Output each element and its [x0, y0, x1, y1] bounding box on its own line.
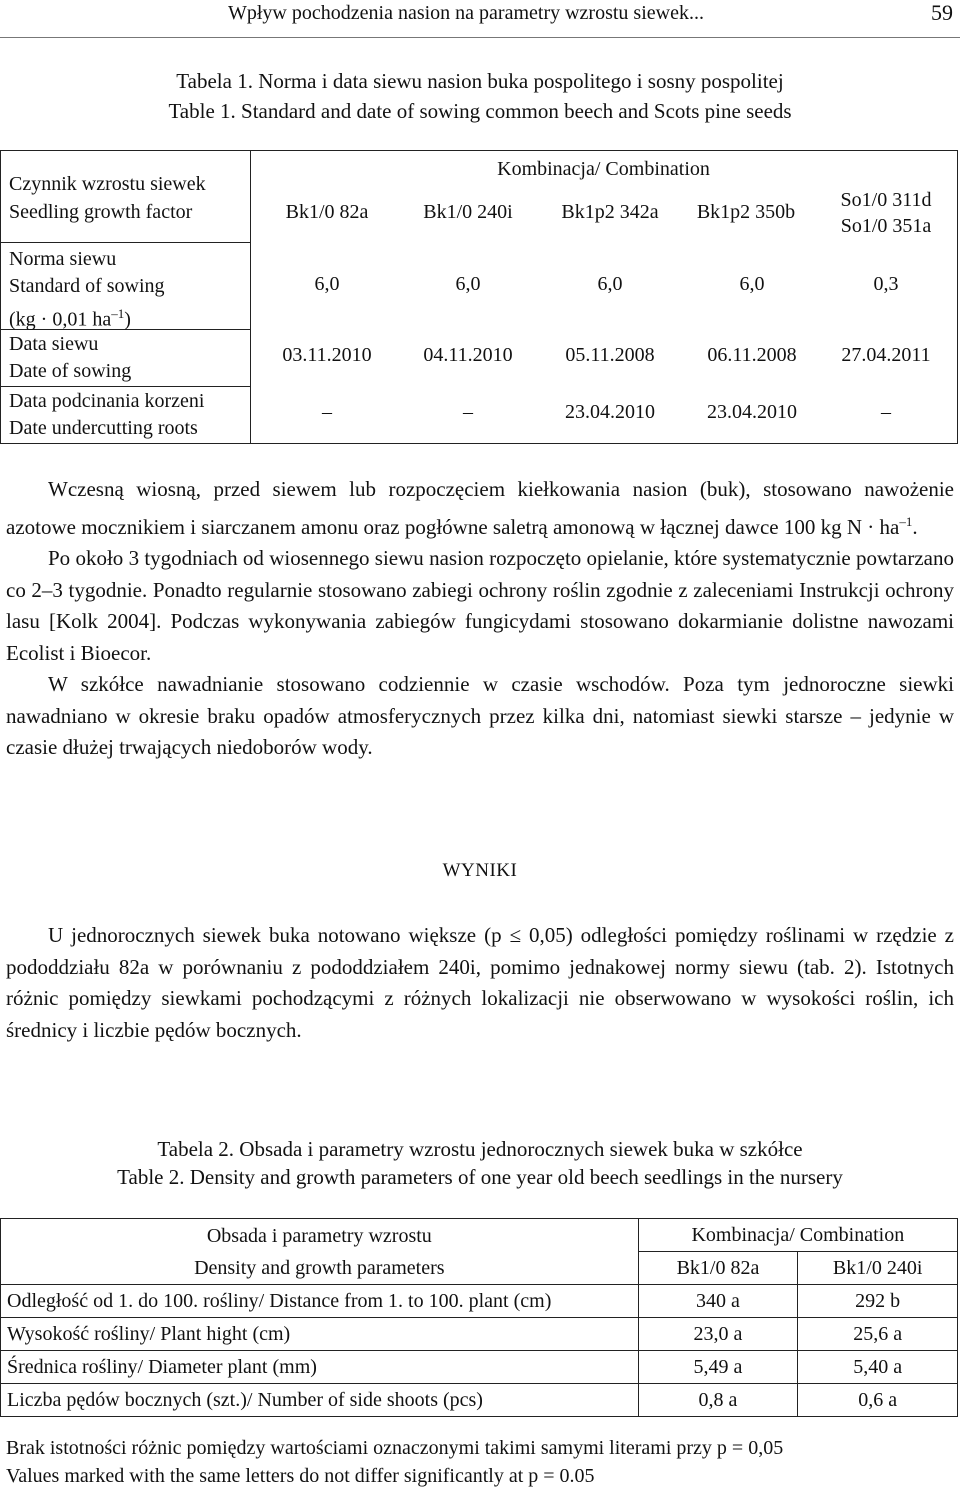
- table2-note-pl: Brak istotności różnic pomiędzy wartościami oznaczonymi takimi samymi literami przy p = 0,05: [6, 1437, 784, 1459]
- row-label-en: Standard of sowing: [9, 275, 165, 297]
- cell-value: 6,0: [455, 273, 481, 295]
- row-unit: (kg · 0,01 $ha^{-1}$): [9, 306, 131, 331]
- results-text: [6, 920, 954, 1046]
- table1-rule: [1, 242, 250, 243]
- column-header: Bk1/0 82a: [638, 1252, 798, 1285]
- running-header-title: Wpływ pochodzenia nasion na parametry wzrostu siewek...: [228, 2, 704, 24]
- cell-value: 5,49 a: [638, 1351, 798, 1384]
- cell-value: 6,0: [597, 273, 623, 295]
- cell-value: –: [322, 401, 332, 423]
- cell-value: 340 a: [638, 1285, 798, 1318]
- cell-value: 23.04.2010: [565, 401, 655, 423]
- table2-note-en: Values marked with the same letters do not differ significantly at p = 0.05: [6, 1465, 595, 1487]
- column-header: Bk1/0 82a: [285, 201, 369, 223]
- cell-value: 23,0 a: [638, 1318, 798, 1351]
- cell-value: 04.11.2010: [423, 344, 513, 366]
- cell-value: 0,8 a: [638, 1384, 798, 1417]
- column-header: So1/0 351a: [840, 215, 932, 237]
- table1-rule: [1, 386, 250, 387]
- paragraph: Wczesną wiosną, przed siewem lub rozpoczęciem kiełkowania nasion (buk), stosowano nawożenie azotowe mocznikiem i siarczanem amonu oraz pogłówne saletrą amonową w łącznej dawce 100 kg $N \cdot ha^{-1}$.: [6, 477, 954, 539]
- combination-header: Kombinacja/ Combination: [497, 158, 710, 180]
- row-label-pl: Norma siewu: [9, 248, 117, 270]
- cell-value: 5,40 a: [798, 1351, 958, 1384]
- table-row: [1, 1384, 958, 1417]
- row-label: Liczba pędów bocznych (szt.)/ Number of side shoots (pcs): [1, 1384, 639, 1417]
- table2: [0, 1218, 958, 1417]
- table-row: [1, 1351, 958, 1384]
- table-row: [1, 1285, 958, 1318]
- table1-divider: [250, 151, 251, 443]
- table2-caption-en: Table 2. Density and growth parameters of one year old beech seedlings in the nursery: [117, 1165, 843, 1189]
- body-text: [6, 474, 954, 764]
- combination-header: Kombinacja/ Combination: [638, 1219, 957, 1252]
- cell-value: 0,3: [873, 273, 899, 295]
- row-label-en: Date undercutting roots: [9, 417, 198, 439]
- cell-value: 25,6 a: [798, 1318, 958, 1351]
- table2-caption-pl: Tabela 2. Obsada i parametry wzrostu jednorocznych siewek buka w szkółce: [157, 1137, 803, 1161]
- table-row: [1, 1318, 958, 1351]
- row-label: Odległość od 1. do 100. rośliny/ Distance from 1. to 100. plant (cm): [1, 1285, 639, 1318]
- header-en: Density and growth parameters: [194, 1256, 445, 1279]
- table1-caption-en: Table 1. Standard and date of sowing common beech and Scots pine seeds: [168, 99, 792, 123]
- row-label-pl: Data podcinania korzeni: [9, 390, 205, 412]
- table1: [0, 150, 958, 444]
- page-number: 59: [931, 0, 953, 25]
- paragraph: W szkółce nawadnianie stosowano codziennie w czasie wschodów. Poza tym jednoroczne siewki nawadniano w okresie braku opadów atmosferycznych przez kilka dni, natomiast siewki starsze – jedynie w czasie dłużej trwających niedoborów wody.: [6, 672, 954, 759]
- cell-value: 23.04.2010: [707, 401, 797, 423]
- cell-value: 6,0: [739, 273, 765, 295]
- paragraph: Po około 3 tygodniach od wiosennego siewu nasion rozpoczęto opielanie, które systematycznie powtarzano co 2–3 tygodnie. Ponadto regularnie stosowano zabiegi ochrony roślin zgodnie z zaleceniami Instrukcji ochrony lasu [Kolk 2004]. Podczas wykonywania zabiegów fungicydami stosowano dokarmianie dolistne nawozami Ecolist i Bioecor.: [6, 546, 954, 665]
- cell-value: 03.11.2010: [282, 344, 372, 366]
- header-rule: [0, 37, 960, 38]
- cell-value: –: [881, 401, 891, 423]
- cell-value: 0,6 a: [798, 1384, 958, 1417]
- section-heading: WYNIKI: [442, 860, 518, 881]
- column-header: Bk1/0 240i: [423, 201, 513, 223]
- table1-caption-pl: Tabela 1. Norma i data siewu nasion buka pospolitego i sosny pospolitej: [176, 69, 784, 93]
- table2-header: [1, 1219, 639, 1285]
- factor-header-en: Seedling growth factor: [9, 201, 193, 223]
- paragraph: U jednorocznych siewek buka notowano większe (p ≤ 0,05) odległości pomiędzy roślinami w rzędzie z pododdziału 82a w porównaniu z pododdziałem 240i, pomimo jednakowej normy siewu (tab. 2). Istotnych różnic pomiędzy siewkami pochodzącymi z różnych lokalizacji nie obserwowano w wysokości roślin, ich średnicy i liczbie pędów bocznych.: [6, 923, 954, 1042]
- cell-value: 05.11.2008: [565, 344, 655, 366]
- cell-value: 6,0: [314, 273, 340, 295]
- row-label-pl: Data siewu: [9, 333, 99, 355]
- factor-header-pl: Czynnik wzrostu siewek: [9, 173, 206, 195]
- cell-value: 06.11.2008: [707, 344, 797, 366]
- header-pl: Obsada i parametry wzrostu: [206, 1224, 432, 1247]
- column-header: Bk1p2 342a: [561, 201, 659, 223]
- cell-value: 27.04.2011: [841, 344, 931, 366]
- column-header: Bk1/0 240i: [798, 1252, 958, 1285]
- cell-value: 292 b: [798, 1285, 958, 1318]
- row-label-en: Date of sowing: [9, 360, 132, 382]
- row-label: Wysokość rośliny/ Plant hight (cm): [1, 1318, 639, 1351]
- column-header: So1/0 311d: [840, 189, 932, 211]
- cell-value: –: [463, 401, 473, 423]
- column-header: Bk1p2 350b: [696, 201, 796, 223]
- row-label: Średnica rośliny/ Diameter plant (mm): [1, 1351, 639, 1384]
